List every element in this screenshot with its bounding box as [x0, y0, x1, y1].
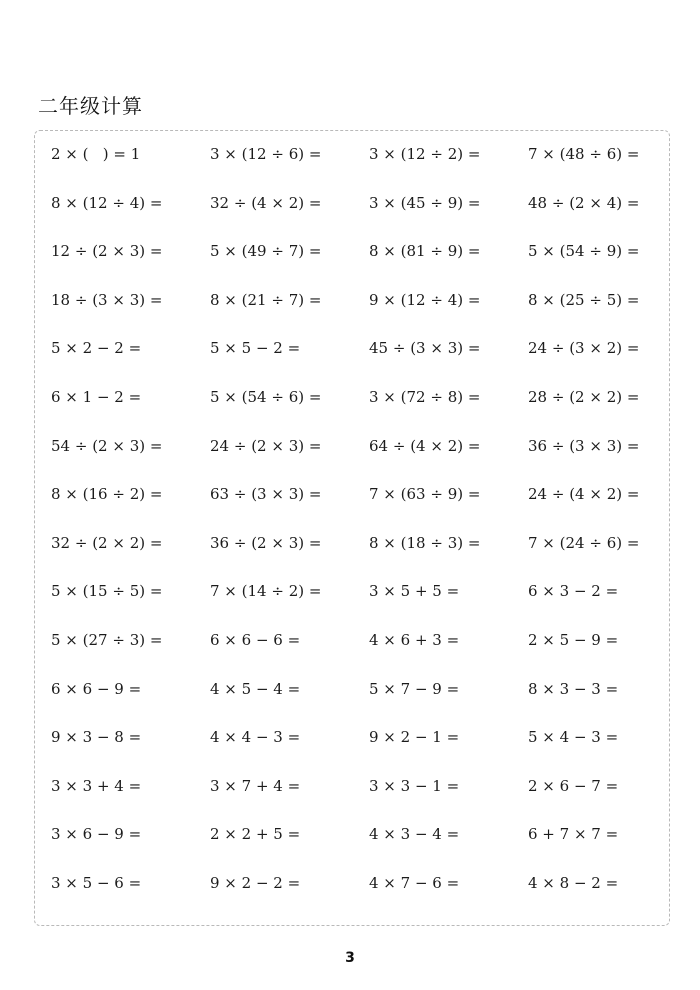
problem-grid: [51, 131, 687, 909]
math-problem: 5 × 4 − 3 =: [528, 728, 619, 747]
math-problem: 4 × 4 − 3 =: [210, 728, 301, 747]
math-problem: 4 × 7 − 6 =: [369, 873, 460, 892]
math-problem: 3 × (72 ÷ 8) =: [369, 387, 481, 406]
math-problem: 32 ÷ (4 × 2) =: [210, 193, 322, 212]
math-problem: 4 × 5 − 4 =: [210, 679, 301, 698]
math-problem: 3 × (12 ÷ 2) =: [369, 145, 481, 163]
math-problem: 18 ÷ (3 × 3) =: [51, 290, 163, 309]
math-problem: 5 × (27 ÷ 3) =: [51, 630, 163, 649]
math-problem: 24 ÷ (3 × 2) =: [528, 339, 640, 358]
math-problem: 5 × (49 ÷ 7) =: [210, 242, 322, 261]
math-problem: 2 × 5 − 9 =: [528, 630, 619, 649]
math-problem: 6 × 1 − 2 =: [51, 387, 142, 406]
math-problem: 3 × 5 − 6 =: [51, 873, 142, 892]
math-problem: 8 × 3 − 3 =: [528, 679, 619, 698]
math-problem: 36 ÷ (2 × 3) =: [210, 533, 322, 552]
math-problem: 8 × (16 ÷ 2) =: [51, 485, 163, 504]
math-problem: 8 × (25 ÷ 5) =: [528, 290, 640, 309]
math-problem: 5 × 2 − 2 =: [51, 339, 142, 358]
math-problem: 24 ÷ (2 × 3) =: [210, 436, 322, 455]
math-problem: 48 ÷ (2 × 4) =: [528, 193, 640, 212]
math-problem: 5 × 7 − 9 =: [369, 679, 460, 698]
math-problem: 6 × 6 − 6 =: [210, 630, 301, 649]
math-problem: 8 × (18 ÷ 3) =: [369, 533, 481, 552]
math-problem: 3 × 6 − 9 =: [51, 825, 142, 844]
math-problem: 7 × (14 ÷ 2) =: [210, 582, 322, 601]
math-problem: 54 ÷ (2 × 3) =: [51, 436, 163, 455]
math-problem: 9 × 2 − 1 =: [369, 728, 460, 747]
math-problem: 8 × (21 ÷ 7) =: [210, 290, 322, 309]
math-problem: 6 × 6 − 9 =: [51, 679, 142, 698]
math-problem: 24 ÷ (4 × 2) =: [528, 485, 640, 504]
math-problem: 45 ÷ (3 × 3) =: [369, 339, 481, 358]
math-problem: 64 ÷ (4 × 2) =: [369, 436, 481, 455]
math-problem: 28 ÷ (2 × 2) =: [528, 387, 640, 406]
math-problem: 3 × 7 + 4 =: [210, 776, 301, 795]
math-problem: 3 × (45 ÷ 9) =: [369, 193, 481, 212]
math-problem: 5 × (54 ÷ 9) =: [528, 242, 640, 261]
math-problem: 7 × (48 ÷ 6) =: [528, 145, 640, 163]
math-problem: 2 × 6 − 7 =: [528, 776, 619, 795]
math-problem: 2 × ( ) = 1: [51, 145, 141, 163]
math-problem: 6 + 7 × 7 =: [528, 825, 619, 844]
math-problem: 5 × (54 ÷ 6) =: [210, 387, 322, 406]
math-problem: 3 × 5 + 5 =: [369, 582, 460, 601]
math-problem: 6 × 3 − 2 =: [528, 582, 619, 601]
math-problem: 7 × (63 ÷ 9) =: [369, 485, 481, 504]
math-problem: 12 ÷ (2 × 3) =: [51, 242, 163, 261]
page-title: 二年级计算: [38, 94, 143, 118]
page-number: 3: [345, 950, 355, 966]
math-problem: 2 × 2 + 5 =: [210, 825, 301, 844]
math-problem: 9 × 3 − 8 =: [51, 728, 142, 747]
math-problem: 4 × 3 − 4 =: [369, 825, 460, 844]
math-problem: 3 × (12 ÷ 6) =: [210, 145, 322, 163]
math-problem: 8 × (12 ÷ 4) =: [51, 193, 163, 212]
math-problem: 8 × (81 ÷ 9) =: [369, 242, 481, 261]
math-problem: 7 × (24 ÷ 6) =: [528, 533, 640, 552]
math-problem: 63 ÷ (3 × 3) =: [210, 485, 322, 504]
math-problem: 5 × 5 − 2 =: [210, 339, 301, 358]
math-problem: 4 × 6 + 3 =: [369, 630, 460, 649]
math-problem: 9 × 2 − 2 =: [210, 873, 301, 892]
math-problem: 9 × (12 ÷ 4) =: [369, 290, 481, 309]
math-problem: 3 × 3 − 1 =: [369, 776, 460, 795]
math-problem: 36 ÷ (3 × 3) =: [528, 436, 640, 455]
math-problem: 32 ÷ (2 × 2) =: [51, 533, 163, 552]
math-problem: 4 × 8 − 2 =: [528, 873, 619, 892]
math-problem: 3 × 3 + 4 =: [51, 776, 142, 795]
problem-box: [34, 130, 670, 926]
math-problem: 5 × (15 ÷ 5) =: [51, 582, 163, 601]
